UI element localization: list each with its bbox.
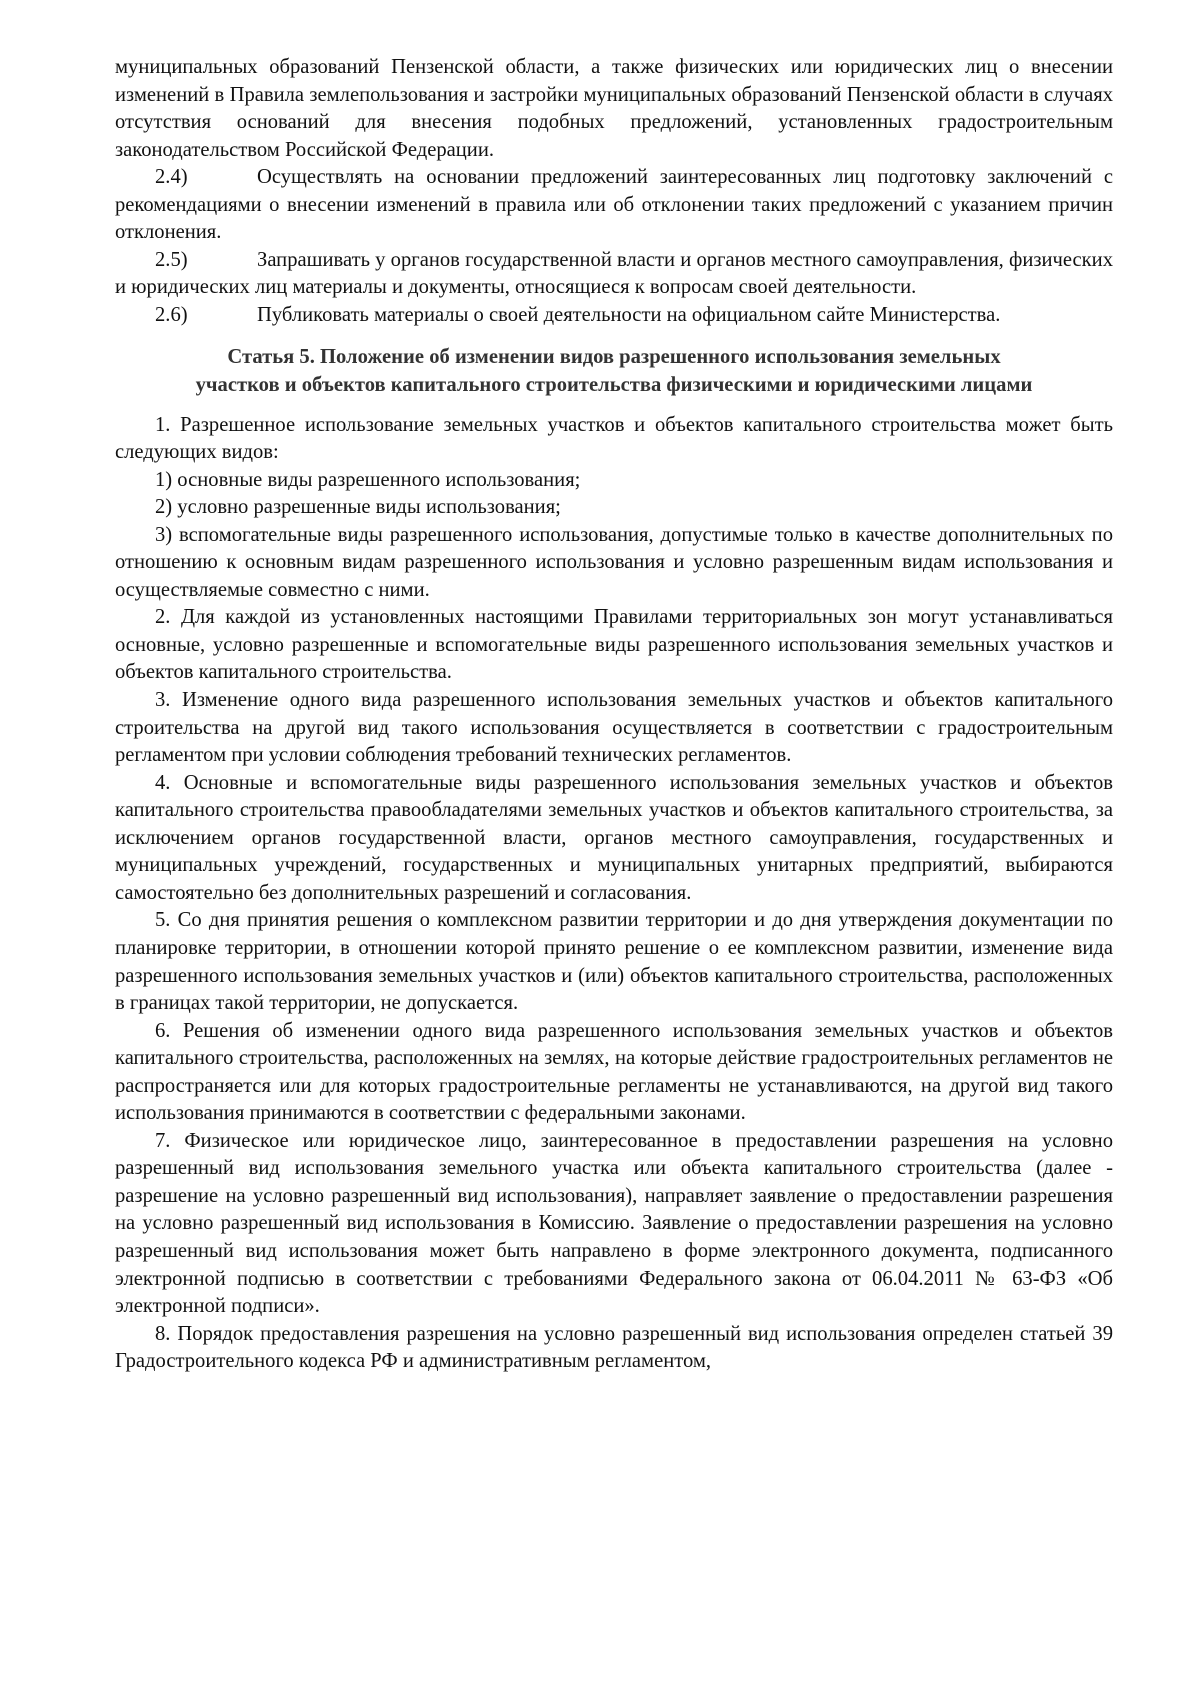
paragraph-1-3: 3) вспомогательные виды разрешенного использования, допустимые только в качестве дополнительных по отношению к основным видам разрешенного использования и условно разрешенным видам использования и осуществляемые совместно с ними.	[115, 523, 1113, 601]
item-text: Осуществлять на основании предложений заинтересованных лиц подготовку заключений с рекомендациями о внесении изменений в правила или об отклонении таких предложений с указанием причин отклонения.	[115, 166, 1113, 244]
paragraph-1: 1. Разрешенное использование земельных участков и объектов капитального строительства может быть следующих видов:	[115, 413, 1113, 464]
paragraph-3: 3. Изменение одного вида разрешенного использования земельных участков и объектов капитального строительства на другой вид такого использования осуществляется в соответствии с градостроительным регламентом при условии соблюдения требований технических регламентов.	[115, 689, 1113, 767]
item-2-6	[115, 302, 1113, 330]
item-number: 2.6)	[155, 303, 188, 326]
paragraph-1-2: 2) условно разрешенные виды использования;	[155, 496, 561, 519]
item-text: Запрашивать у органов государственной власти и органов местного самоуправления, физических и юридических лиц материалы и документы, относящиеся к вопросам своей деятельности.	[115, 248, 1113, 299]
paragraph-2: 2. Для каждой из установленных настоящими Правилами территориальных зон могут устанавливаться основные, условно разрешенные и вспомогательные виды разрешенного использования земельных участков и объектов капитального строительства.	[115, 606, 1113, 684]
paragraph-7: 7. Физическое или юридическое лицо, заинтересованное в предоставлении разрешения на условно разрешенный вид использования земельного участка или объекта капитального строительства (далее - разрешение на условно разрешенный вид использования), направляет заявление о предоставлении разрешения на условно разрешенный вид использования в Комиссию. Заявление о предоставлении разрешения на условно разрешенный вид использования может быть направлено в форме электронного документа, подписанного электронной подписью в соответствии с требованиями Федерального закона от 06.04.2011 № 63-ФЗ «Об электронной подписи».	[115, 1129, 1113, 1318]
item-2-4	[115, 164, 1113, 247]
paragraph-8: 8. Порядок предоставления разрешения на условно разрешенный вид использования определен статьей 39 Градостроительного кодекса РФ и административным регламентом,	[115, 1322, 1113, 1373]
item-number: 2.5)	[155, 248, 188, 271]
article-heading-line-1: Статья 5. Положение об изменении видов разрешенного использования земельных	[227, 346, 1001, 369]
paragraph-4: 4. Основные и вспомогательные виды разрешенного использования земельных участков и объектов капитального строительства правообладателями земельных участков и объектов капитального строительства, за исключением органов государственной власти, органов местного самоуправления, государственных и муниципальных учреждений, государственных и муниципальных унитарных предприятий, выбираются самостоятельно без дополнительных разрешений и согласования.	[115, 771, 1113, 904]
item-2-5	[115, 247, 1113, 302]
item-number: 2.4)	[155, 166, 188, 189]
article-heading	[115, 344, 1113, 399]
item-text: Публиковать материалы о своей деятельности на официальном сайте Министерства.	[257, 303, 1001, 326]
paragraph-1-1: 1) основные виды разрешенного использования;	[155, 468, 581, 491]
paragraph-5: 5. Со дня принятия решения о комплексном развитии территории и до дня утверждения документации по планировке территории, в отношении которой принято решение о ее комплексном развитии, изменение вида разрешенного использования земельных участков и (или) объектов капитального строительства, расположенных в границах такой территории, не допускается.	[115, 909, 1113, 1015]
paragraph-6: 6. Решения об изменении одного вида разрешенного использования земельных участков и объектов капитального строительства, расположенных на землях, на которые действие градостроительных регламентов не распространяется или для которых градостроительные регламенты не устанавливаются, на другой вид такого использования принимаются в соответствии с федеральными законами.	[115, 1019, 1113, 1125]
intro-paragraph: муниципальных образований Пензенской области, а также физических или юридических лиц о внесении изменений в Правила землепользования и застройки муниципальных образований Пензенской области в случаях отсутствия оснований для внесения подобных предложений, установленных градостроительным законодательством Российской Федерации.	[115, 56, 1113, 161]
document-page	[115, 54, 1113, 1376]
article-heading-line-2: участков и объектов капитального строительства физическими и юридическими лицами	[195, 374, 1033, 397]
